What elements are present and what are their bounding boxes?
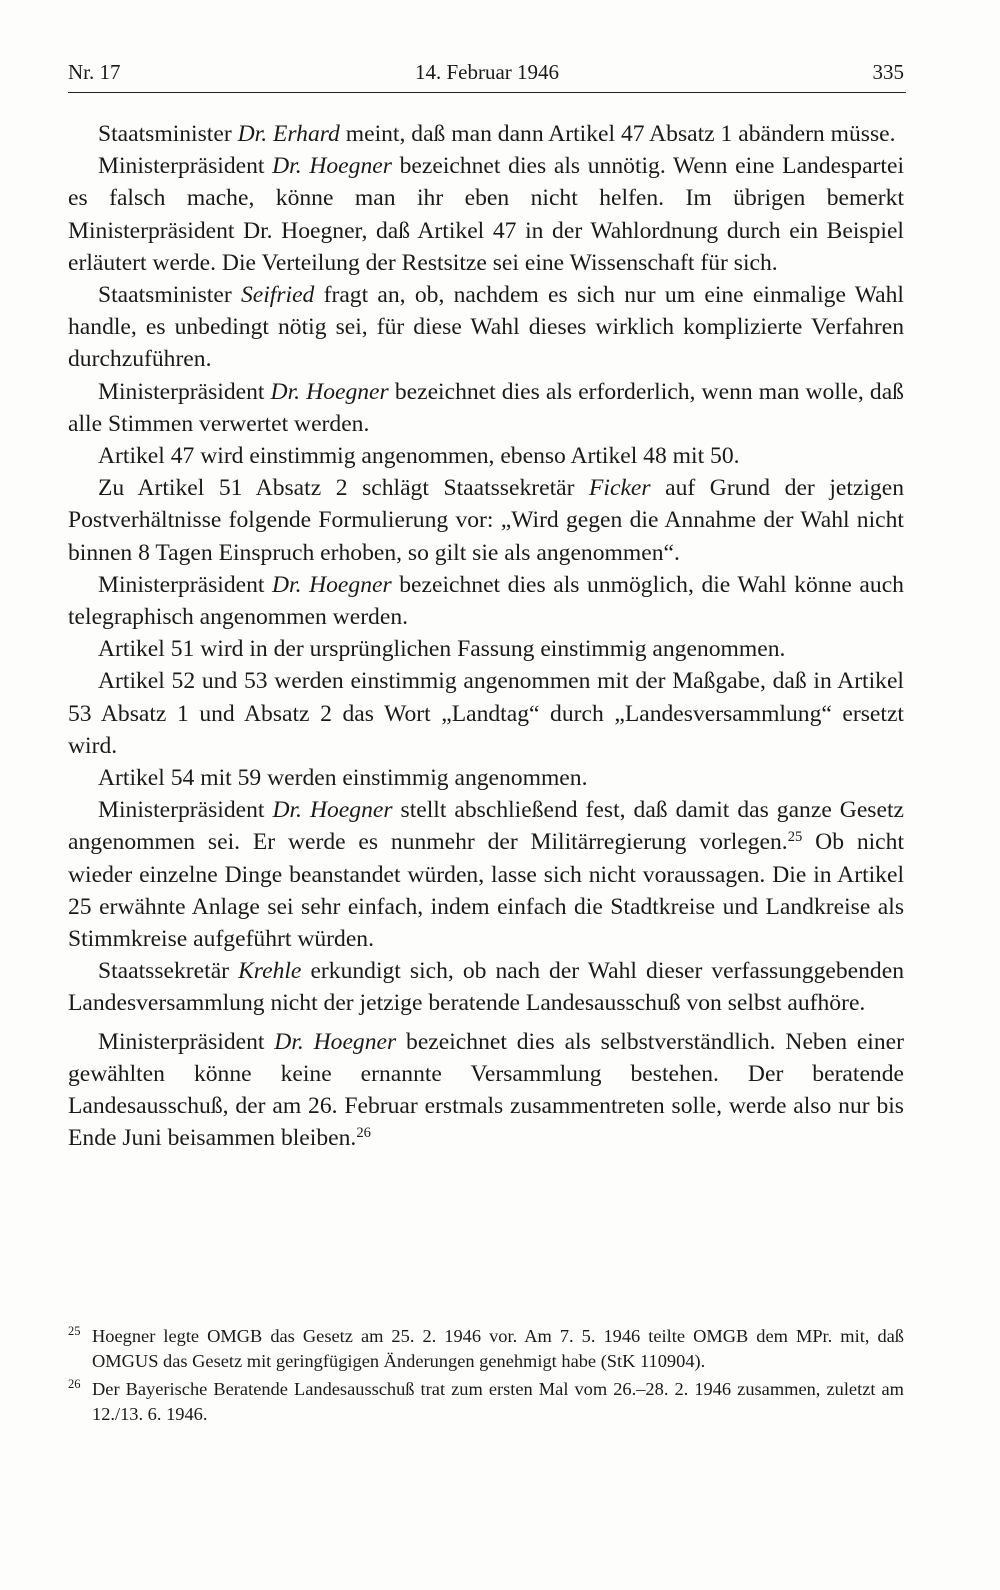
footnote-number: 25 <box>68 1324 81 1338</box>
speaker-name: Dr. Hoegner <box>272 571 392 598</box>
paragraph: Zu Artikel 51 Absatz 2 schlägt Staatssekretär Ficker auf Grund der jetzigen Postverhältnisse folgende Formulierung vor: „Wird gegen die Annahme der Wahl nicht binnen 8 Tagen Einspruch erhoben, so gilt sie als angenommen“. <box>68 475 904 566</box>
speaker-name: Dr. Hoegner <box>272 797 393 824</box>
paragraph: Ministerpräsident Dr. Hoegner bezeichnet dies als unmöglich, die Wahl könne auch telegraphisch angenommen werden. <box>68 571 904 631</box>
footnote-text: Hoegner legte OMGB das Gesetz am 25. 2. 1946 vor. Am 7. 5. 1946 teilte OMGB dem MPr. mit, daß OMGUS das Gesetz mit geringfügigen Änderungen genehmigt habe (StK 110904). <box>92 1326 904 1371</box>
running-header <box>68 58 906 93</box>
paragraph: Staatsminister Seifried fragt an, ob, nachdem es sich nur um eine einmalige Wahl handle, es unbedingt nötig sei, für diese Wahl dieses wirklich komplizierte Verfahren durchzuführen. <box>68 282 904 373</box>
header-date: 14. Februar 1946 <box>414 60 560 84</box>
paragraph: Ministerpräsident Dr. Hoegner bezeichnet dies als erforderlich, wenn man wolle, daß alle Stimmen verwertet werden. <box>68 378 904 437</box>
footnote-ref[interactable]: 26 <box>356 1125 371 1142</box>
paragraph: Ministerpräsident Dr. Hoegner stellt abschließend fest, daß damit das ganze Gesetz angenommen sei. Er werde es nunmehr der Militärregierung vorlegen.$^{25}$ Ob nicht wieder einzelne Dinge beanstandet würden, lasse sich nicht voraussagen. Die in Artikel 25 erwähnte Anlage sei sehr einfach, indem einfach die Stadtkreise und Landkreise als Stimmkreise aufgeführt würden. <box>68 797 904 953</box>
speaker-name: Dr. Hoegner <box>274 1028 397 1055</box>
issue-number: Nr. 17 <box>68 60 121 84</box>
footnote-ref[interactable]: 25 <box>787 829 803 846</box>
speaker-name: Seifried <box>240 282 315 309</box>
paragraph: Artikel 54 mit 59 werden einstimmig angenommen. <box>98 765 588 792</box>
paragraph: Artikel 51 wird in der ursprünglichen Fassung einstimmig angenommen. <box>98 636 786 663</box>
page-number: 335 <box>872 60 904 84</box>
footnote <box>68 1324 904 1374</box>
body-text <box>68 118 904 1155</box>
paragraph: Ministerpräsident Dr. Hoegner bezeichnet dies als unnötig. Wenn eine Landespartei es falsch mache, könne man ihr eben nicht helfen. Im übrigen bemerkt Ministerpräsident Dr. Hoegner, daß Artikel 47 in der Wahlordnung durch ein Beispiel erläutert werde. Die Verteilung der Restsitze sei eine Wissenschaft für sich. <box>68 153 904 276</box>
paragraph: Staatsminister Dr. Erhard meint, daß man dann Artikel 47 Absatz 1 abändern müsse. <box>98 121 896 147</box>
footnote-number: 26 <box>68 1377 81 1391</box>
paragraph: Staatssekretär Krehle erkundigt sich, ob nach der Wahl dieser verfassunggebenden Landesversammlung nicht der jetzige beratende Landesausschuß von selbst aufhöre. <box>68 958 904 1017</box>
paragraph: Artikel 52 und 53 werden einstimmig angenommen mit der Maßgabe, daß in Artikel 53 Absatz 1 und Absatz 2 das Wort „Landtag“ durch „Landesversammlung“ ersetzt wird. <box>68 668 904 759</box>
paragraph: Artikel 47 wird einstimmig angenommen, ebenso Artikel 48 mit 50. <box>98 443 740 470</box>
footnote-text: Der Bayerische Beratende Landesausschuß trat zum ersten Mal vom 26.–28. 2. 1946 zusammen, zuletzt am 12./13. 6. 1946. <box>92 1379 904 1424</box>
speaker-name: Dr. Hoegner <box>270 378 389 405</box>
speaker-name: Ficker <box>589 475 651 502</box>
footnote <box>68 1377 904 1427</box>
paragraph: Ministerpräsident Dr. Hoegner bezeichnet dies als selbstverständlich. Neben einer gewählten könne keine ernannte Versammlung bestehen. Der beratende Landesausschuß, der am 26. Februar erstmals zusammentreten solle, werde also nur bis Ende Juni beisammen bleiben.$^{26}$ <box>68 1028 904 1152</box>
speaker-name: Krehle <box>238 958 302 985</box>
speaker-name: Dr. Hoegner <box>272 153 392 180</box>
speaker-name: Dr. Erhard <box>237 121 340 147</box>
footnotes <box>68 1324 904 1430</box>
